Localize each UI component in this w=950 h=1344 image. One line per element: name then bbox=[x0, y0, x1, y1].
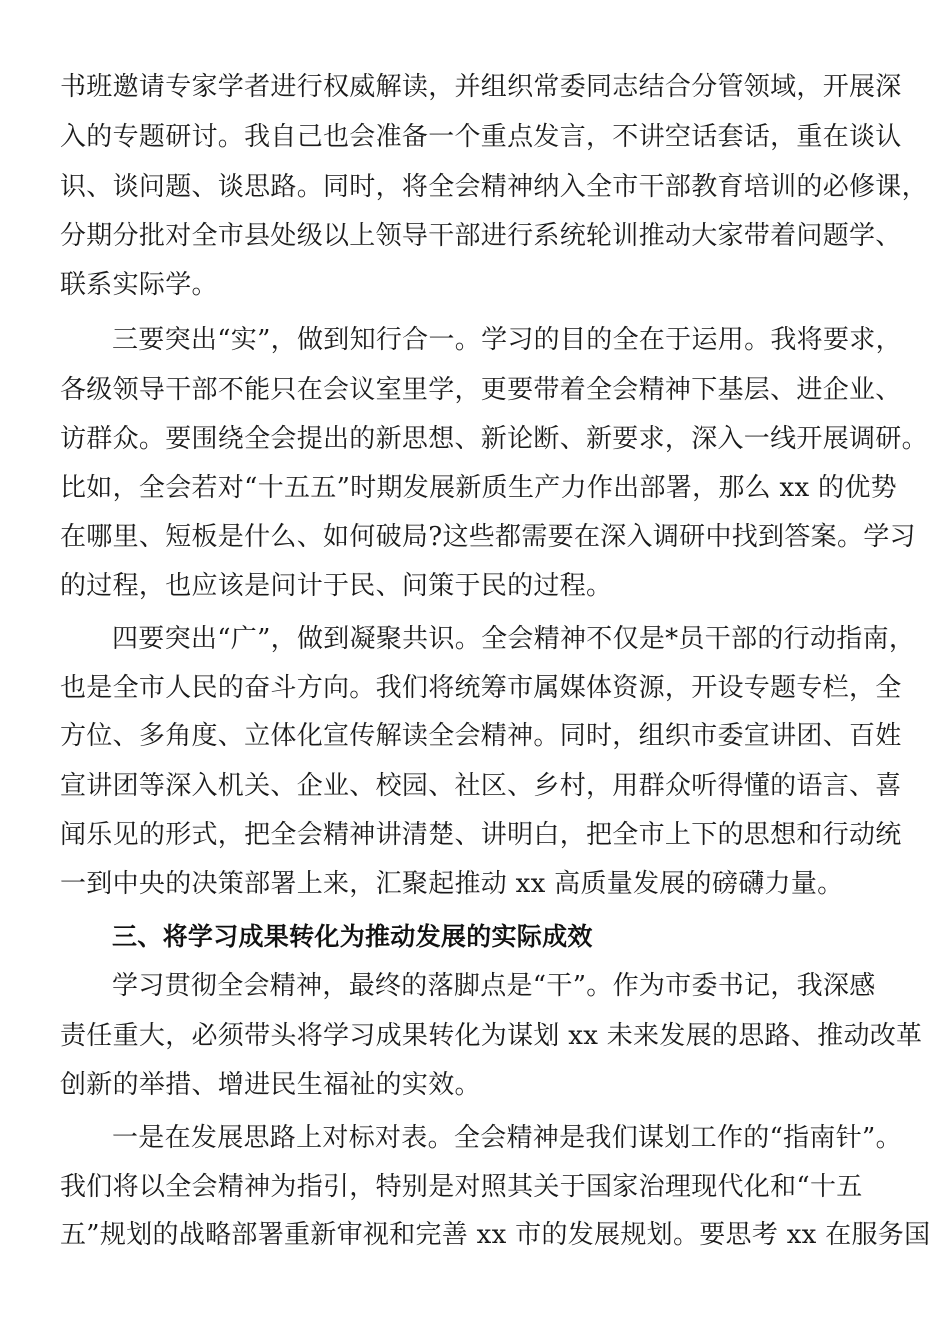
text-line: 的过程，也应该是问计于民、问策于民的过程。 bbox=[60, 571, 613, 601]
text-line: 各级领导干部不能只在会议室里学，更要带着全会精神下基层、进企业、 bbox=[60, 375, 902, 405]
text-line: 闻乐见的形式，把全会精神讲清楚、讲明白，把全市上下的思想和行动统 bbox=[60, 820, 902, 850]
paragraph-first-line: 一是在发展思路上对标对表。全会精神是我们谋划工作的“指南针”。 bbox=[112, 1123, 902, 1153]
text-line: 宣讲团等深入机关、企业、校园、社区、乡村，用群众听得懂的语言、喜 bbox=[60, 771, 902, 801]
text-line: 访群众。要围绕全会提出的新思想、新论断、新要求，深入一线开展调研。 bbox=[60, 424, 928, 454]
paragraph-first-line: 四要突出“广”，做到凝聚共识。全会精神不仅是*员干部的行动指南， bbox=[112, 624, 916, 654]
text-line: 联系实际学。 bbox=[60, 270, 218, 300]
text-line: 识、谈问题、谈思路。同时，将全会精神纳入全市干部教育培训的必修课， bbox=[60, 172, 928, 202]
text-line: 比如，全会若对“十五五”时期发展新质生产力作出部署，那么 xx 的优势 bbox=[60, 473, 897, 503]
paragraph-first-line: 三要突出“实”，做到知行合一。学习的目的全在于运用。我将要求， bbox=[112, 325, 902, 355]
text-line: 创新的举措、增进民生福祉的实效。 bbox=[60, 1070, 481, 1100]
text-line: 书班邀请专家学者进行权威解读，并组织常委同志结合分管领域，开展深 bbox=[60, 72, 902, 102]
text-line: 方位、多角度、立体化宣传解读全会精神。同时，组织市委宣讲团、百姓 bbox=[60, 721, 902, 751]
text-line: 也是全市人民的奋斗方向。我们将统筹市属媒体资源，开设专题专栏，全 bbox=[60, 673, 902, 703]
text-line: 责任重大，必须带头将学习成果转化为谋划 xx 未来发展的思路、推动改革 bbox=[60, 1021, 923, 1051]
text-line: 分期分批对全市县处级以上领导干部进行系统轮训推动大家带着问题学、 bbox=[60, 221, 902, 251]
text-line: 入的专题研讨。我自己也会准备一个重点发言，不讲空话套话，重在谈认 bbox=[60, 122, 902, 152]
text-line: 五”规划的战略部署重新审视和完善 xx 市的发展规划。要思考 xx 在服务国 bbox=[60, 1220, 931, 1250]
section-heading: 三、将学习成果转化为推动发展的实际成效 bbox=[112, 922, 593, 951]
text-line: 我们将以全会精神为指引，特别是对照其关于国家治理现代化和“十五 bbox=[60, 1172, 863, 1202]
text-line: 一到中央的决策部署上来，汇聚起推动 xx 高质量发展的磅礴力量。 bbox=[60, 869, 844, 899]
paragraph-first-line: 学习贯彻全会精神，最终的落脚点是“干”。作为市委书记，我深感 bbox=[112, 971, 876, 1001]
text-line: 在哪里、短板是什么、如何破局?这些都需要在深入调研中找到答案。学习 bbox=[60, 522, 916, 552]
